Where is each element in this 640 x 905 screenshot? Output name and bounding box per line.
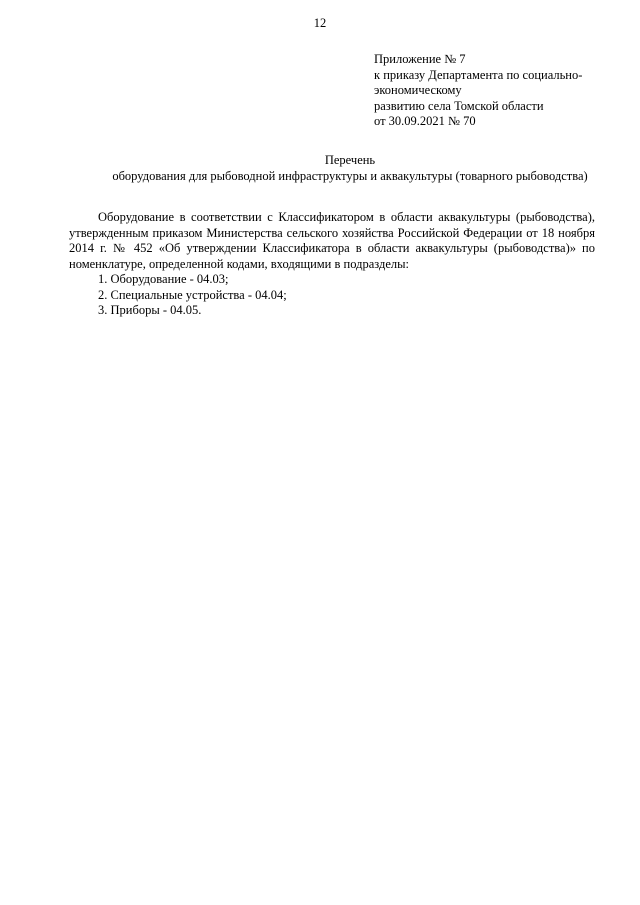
list-item-1: 1. Оборудование - 04.03; (98, 272, 229, 286)
body-paragraph: Оборудование в соответствии с Классификатором в области аквакультуры (рыбоводства), утвержденным приказом Министерства сельского хозяйства Российской Федерации от 18 ноября 2014 г. № 452 «Об утверждении Классификатора в области аквакультуры (рыбоводства)» по номенклатуре, определенной кодами, входящими в подразделы: (69, 210, 595, 271)
appendix-line-2: к приказу Департамента по социально- (374, 67, 583, 82)
appendix-line-4: развитию села Томской области (374, 98, 544, 113)
title-subheading: оборудования для рыбоводной инфраструктуры и аквакультуры (товарного рыбоводства) (112, 168, 588, 183)
appendix-line-1: Приложение № 7 (374, 52, 466, 66)
title-heading: Перечень (324, 153, 376, 167)
document-body (69, 210, 595, 319)
page-number: 12 (313, 16, 327, 30)
list-item-3: 3. Приборы - 04.05. (98, 303, 202, 317)
document-title (110, 153, 590, 184)
appendix-block (374, 52, 624, 130)
appendix-line-3: экономическому (374, 83, 462, 97)
list-item-2: 2. Специальные устройства - 04.04; (98, 287, 287, 302)
appendix-line-5: от 30.09.2021 № 70 (374, 114, 476, 128)
